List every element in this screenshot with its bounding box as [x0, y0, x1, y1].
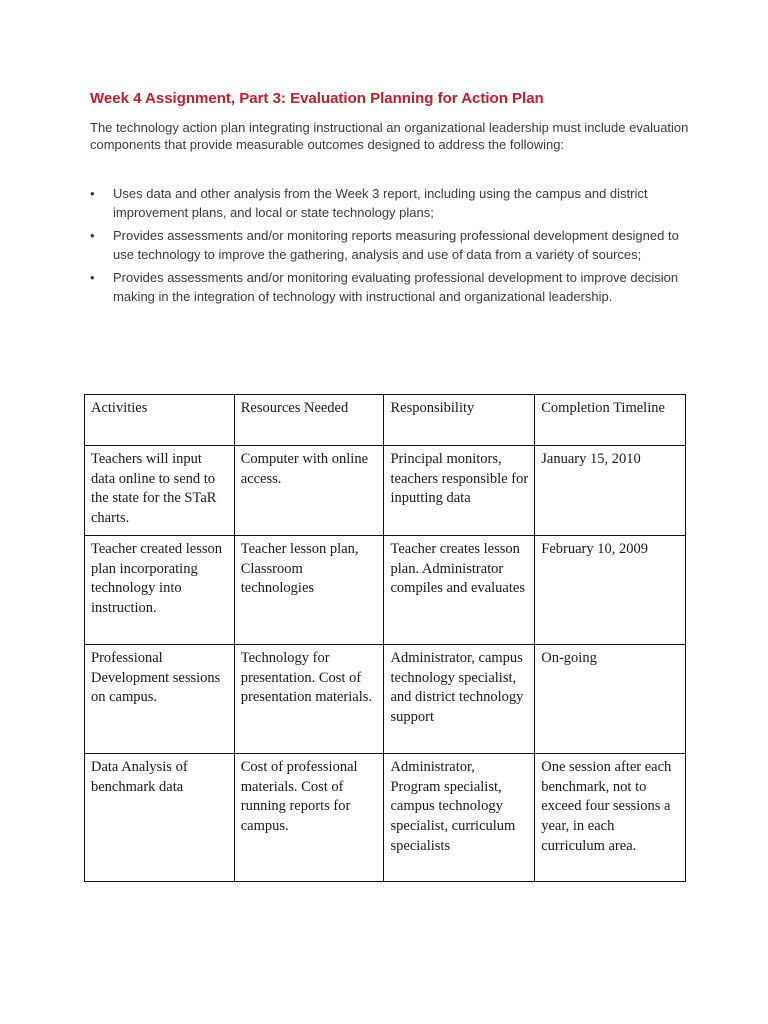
table-row — [85, 446, 686, 536]
list-item-text: Provides assessments and/or monitoring reports measuring professional development designed to use technology to improve the gathering, analysis and use of data from a variety of sources; — [113, 228, 679, 262]
cell-responsibility: Teacher creates lesson plan. Administrator compiles and evaluates — [384, 535, 535, 644]
header-resources-needed: Resources Needed — [234, 395, 384, 446]
cell-resources: Computer with online access. — [234, 446, 384, 536]
cell-activity: Data Analysis of benchmark data — [85, 753, 235, 881]
cell-resources: Cost of professional materials. Cost of running reports for campus. — [234, 753, 384, 881]
cell-activity: Professional Development sessions on campus. — [85, 644, 235, 753]
cell-responsibility: Principal monitors, teachers responsible for inputting data — [384, 446, 535, 536]
table-row — [85, 535, 686, 644]
bullet-icon: • — [90, 270, 95, 285]
cell-timeline: On-going — [535, 644, 686, 753]
list-item-text: Provides assessments and/or monitoring evaluating professional development to improve decision making in the integration of technology with instructional and organizational leadership. — [113, 270, 679, 304]
requirements-list — [90, 184, 690, 310]
bullet-icon: • — [90, 228, 95, 243]
document-title: Week 4 Assignment, Part 3: Evaluation Planning for Action Plan — [90, 90, 544, 107]
list-item — [90, 184, 690, 222]
header-responsibility: Responsibility — [384, 395, 535, 446]
bullet-icon: • — [90, 186, 95, 201]
list-item-text: Uses data and other analysis from the Week 3 report, including using the campus and district improvement plans, and local or state technology plans; — [113, 186, 648, 220]
list-item — [90, 268, 690, 306]
table-header-row — [85, 395, 686, 446]
table-row — [85, 753, 686, 881]
cell-activity: Teachers will input data online to send to the state for the STaR charts. — [85, 446, 235, 536]
cell-timeline: February 10, 2009 — [535, 535, 686, 644]
cell-activity: Teacher created lesson plan incorporating technology into instruction. — [85, 535, 235, 644]
cell-responsibility: Administrator, campus technology specialist, and district technology support — [384, 644, 535, 753]
cell-resources: Teacher lesson plan, Classroom technologies — [234, 535, 384, 644]
list-item — [90, 226, 690, 264]
table-row — [85, 644, 686, 753]
evaluation-plan-table — [84, 394, 686, 882]
cell-resources: Technology for presentation. Cost of presentation materials. — [234, 644, 384, 753]
cell-responsibility: Administrator, Program specialist, campus technology specialist, curriculum specialists — [384, 753, 535, 881]
header-activities: Activities — [85, 395, 235, 446]
cell-timeline: One session after each benchmark, not to exceed four sessions a year, in each curriculum area. — [535, 753, 686, 881]
cell-timeline: January 15, 2010 — [535, 446, 686, 536]
header-completion-timeline: Completion Timeline — [535, 395, 686, 446]
intro-paragraph: The technology action plan integrating instructional an organizational leadership must include evaluation components that provide measurable outcomes designed to address the following: — [90, 120, 689, 152]
